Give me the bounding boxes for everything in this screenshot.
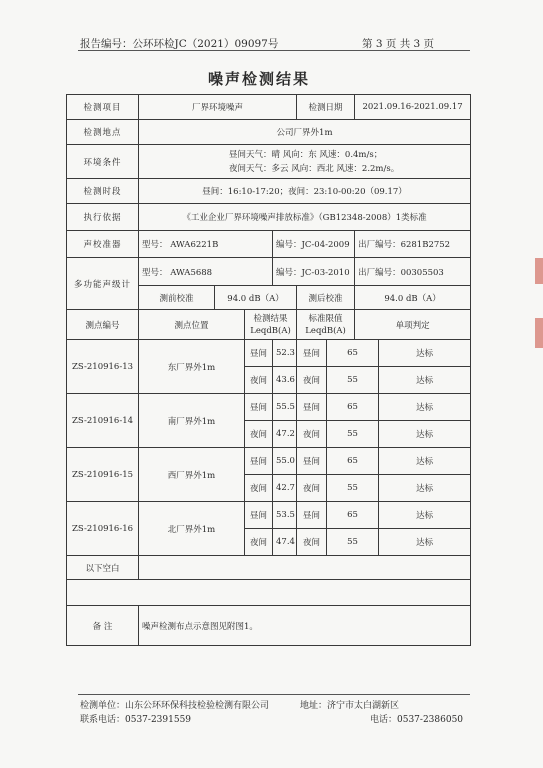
limit-value: 65 [327,340,379,367]
limit-period: 昼间 [297,502,327,529]
measured-value: 53.5 [273,502,297,529]
date-value: 2021.09.16-2021.09.17 [355,95,471,120]
period-night: 夜间 [245,475,273,502]
page-title: 噪声检测结果 [208,70,311,88]
judgement: 达标 [379,448,471,475]
location-label: 检测地点 [67,120,139,145]
col-judge: 单项判定 [355,310,471,340]
col-limit-unit: LeqdB(A) [305,325,346,336]
col-limit-title: 标准限值 [308,313,343,324]
limit-period: 夜间 [297,475,327,502]
point-position: 东厂界外1m [139,340,245,394]
blank-cell [139,556,471,580]
judgement: 达标 [379,394,471,421]
point-id: ZS-210916-14 [67,394,139,448]
meter-label: 多功能声级计 [67,258,139,310]
measured-value: 55.0 [273,448,297,475]
location-value: 公司厂界外1m [139,120,471,145]
point-position: 南厂界外1m [139,394,245,448]
report-number: 报告编号：公环环检JC（2021）09097号 [80,38,279,50]
calib-label: 声校准器 [67,231,139,258]
judgement: 达标 [379,502,471,529]
limit-period: 夜间 [297,421,327,448]
footer-phone: 联系电话：0537-2391559 [80,715,192,725]
limit-value: 55 [327,421,379,448]
col-measured-unit: LeqdB(A) [250,325,291,336]
judgement: 达标 [379,340,471,367]
header-rule [78,50,470,51]
calib-no: 编号：JC-04-2009 [273,231,355,258]
table-row [67,502,471,529]
row-calibrator [67,231,471,258]
limit-value: 65 [327,448,379,475]
row-location [67,120,471,145]
pre-calib-label: 测前校准 [139,286,215,310]
limit-value: 65 [327,394,379,421]
results-table [66,94,471,646]
point-id: ZS-210916-15 [67,448,139,502]
env-value [139,145,471,179]
calib-factory: 出厂编号：6281B2752 [355,231,471,258]
time-value: 昼间：16:10-17:20；夜间：23:10-00:20（09.17） [139,179,471,204]
note-value: 噪声检测布点示意图见附图1。 [139,606,471,646]
post-calib-value: 94.0 dB（A） [355,286,471,310]
limit-value: 55 [327,367,379,394]
env-label: 环境条件 [67,145,139,179]
item-label: 检测项目 [67,95,139,120]
limit-period: 昼间 [297,448,327,475]
footer-unit: 检测单位：山东公环环保科技检验检测有限公司 [80,701,270,711]
period-day: 昼间 [245,394,273,421]
row-time [67,179,471,204]
point-id: ZS-210916-16 [67,502,139,556]
period-night: 夜间 [245,367,273,394]
seal-edge-mark [535,258,543,284]
note-label: 备 注 [67,606,139,646]
footer-rule [78,694,470,695]
measured-value: 47.4 [273,529,297,556]
footer-phone-2: 电话：0537-2386050 [370,715,464,725]
pre-calib-value: 94.0 dB（A） [215,286,297,310]
limit-value: 55 [327,475,379,502]
env-day: 昼间天气：晴 风向：东 风速：0.4m/s； [229,149,383,160]
date-label: 检测日期 [297,95,355,120]
row-column-headers [67,310,471,340]
footer-address: 地址：济宁市太白湖新区 [300,701,400,711]
calib-model: 型号： AWA6221B [139,231,273,258]
row-blank-label [67,556,471,580]
table-row [67,448,471,475]
judgement: 达标 [379,421,471,448]
point-position: 北厂界外1m [139,502,245,556]
row-environment [67,145,471,179]
measured-value: 55.5 [273,394,297,421]
judgement: 达标 [379,367,471,394]
row-notes [67,606,471,646]
table-row [67,394,471,421]
blank-space [67,580,471,606]
page-indicator: 第 3 页 共 3 页 [362,38,435,50]
col-measured [245,310,297,340]
col-limit [297,310,355,340]
row-meter [67,258,471,286]
limit-period: 昼间 [297,394,327,421]
period-day: 昼间 [245,448,273,475]
limit-value: 55 [327,529,379,556]
basis-label: 执行依据 [67,204,139,231]
limit-period: 夜间 [297,367,327,394]
row-blank-space [67,580,471,606]
period-night: 夜间 [245,421,273,448]
measured-value: 47.2 [273,421,297,448]
point-position: 西厂界外1m [139,448,245,502]
time-label: 检测时段 [67,179,139,204]
row-item [67,95,471,120]
table-row [67,340,471,367]
period-night: 夜间 [245,529,273,556]
blank-label: 以下空白 [67,556,139,580]
meter-no: 编号：JC-03-2010 [273,258,355,286]
post-calib-label: 测后校准 [297,286,355,310]
limit-period: 昼间 [297,340,327,367]
seal-edge-mark [535,318,543,348]
period-day: 昼间 [245,502,273,529]
judgement: 达标 [379,529,471,556]
point-id: ZS-210916-13 [67,340,139,394]
judgement: 达标 [379,475,471,502]
period-day: 昼间 [245,340,273,367]
item-value: 厂界环境噪声 [139,95,297,120]
col-point-pos: 测点位置 [139,310,245,340]
measured-value: 52.3 [273,340,297,367]
measured-value: 42.7 [273,475,297,502]
measured-value: 43.6 [273,367,297,394]
col-measured-title: 检测结果 [253,313,288,324]
row-basis [67,204,471,231]
meter-model: 型号： AWA5688 [139,258,273,286]
limit-value: 65 [327,502,379,529]
col-point-no: 测点编号 [67,310,139,340]
meter-factory: 出厂编号：00305503 [355,258,471,286]
limit-period: 夜间 [297,529,327,556]
basis-value: 《工业企业厂界环境噪声排放标准》（GB12348-2008）1类标准 [139,204,471,231]
env-night: 夜间天气：多云 风向：西北 风速：2.2m/s。 [229,163,400,174]
